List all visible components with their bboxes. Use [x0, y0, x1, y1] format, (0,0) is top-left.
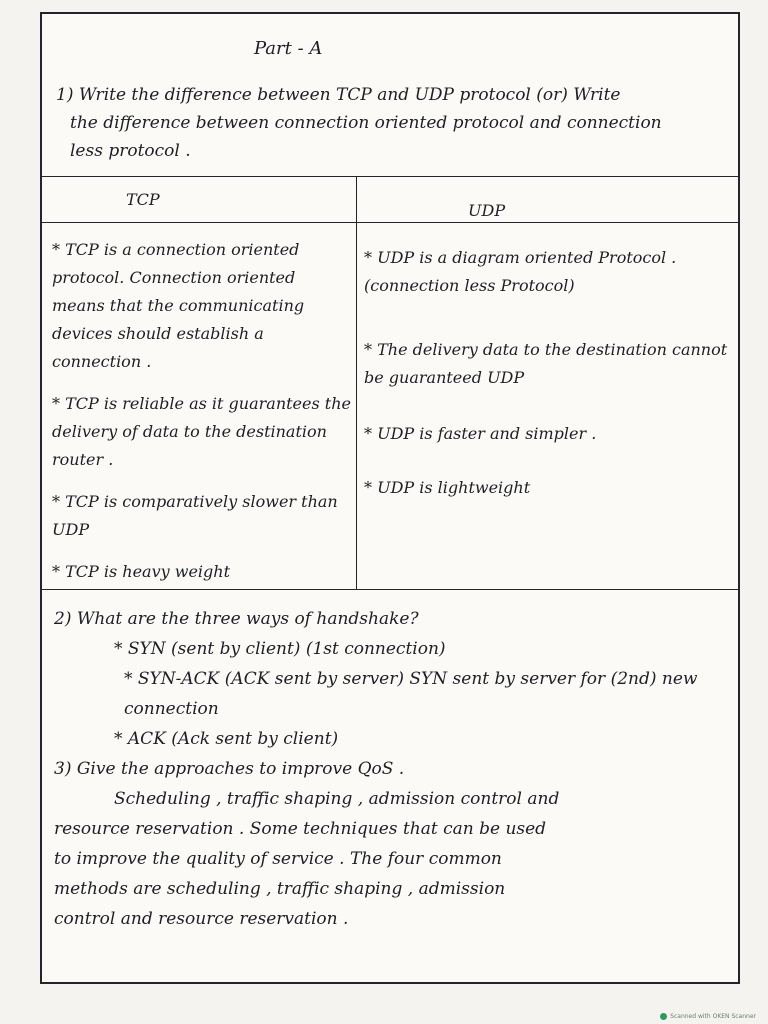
question-1-line: less protocol .	[70, 141, 191, 161]
scanner-watermark	[660, 1013, 756, 1020]
udp-point: * UDP is faster and simpler .	[364, 424, 597, 443]
question-1	[56, 82, 726, 166]
qos-answer-line: to improve the quality of service . The four common	[54, 849, 502, 869]
scanner-logo-icon	[660, 1013, 667, 1020]
udp-point: * UDP is a diagram oriented Protocol . (connection less Protocol)	[364, 248, 677, 295]
question-3-title: 3) Give the approaches to improve QoS .	[54, 759, 405, 779]
scanner-label: Scanned with OKEN Scanner	[670, 1013, 756, 1020]
udp-point: * UDP is lightweight	[364, 478, 531, 497]
udp-column	[364, 244, 734, 516]
udp-column-header: UDP	[468, 201, 506, 220]
tcp-point: * TCP is heavy weight	[52, 562, 230, 581]
qos-answer-line: Scheduling , traffic shaping , admission control and	[114, 789, 560, 809]
qos-answer-line: control and resource reservation .	[54, 909, 349, 929]
question-1-line: 1) Write the difference between TCP and UDP protocol (or) Write	[56, 85, 621, 105]
question-2-title: 2) What are the three ways of handshake?	[54, 609, 419, 629]
udp-point: * The delivery data to the destination cannot be guaranteed UDP	[364, 340, 728, 387]
tcp-point: * TCP is a connection oriented protocol. Connection oriented means that the communicating devices should establish a connection .	[52, 240, 305, 371]
handshake-step: * SYN-ACK (ACK sent by server) SYN sent by server for (2nd) new connection	[124, 669, 698, 719]
handshake-step: * ACK (Ack sent by client)	[114, 729, 339, 749]
table-header-rule	[42, 222, 738, 223]
table-column-divider	[356, 176, 357, 589]
tcp-point: * TCP is reliable as it guarantees the delivery of data to the destination router .	[52, 394, 351, 469]
table-top-rule	[42, 176, 738, 177]
part-title: Part - A	[254, 38, 323, 59]
qos-answer-line: resource reservation . Some techniques that can be used	[54, 819, 547, 839]
qos-answer-line: methods are scheduling , traffic shaping , admission	[54, 879, 506, 899]
tcp-column	[52, 236, 352, 600]
tcp-point: * TCP is comparatively slower than UDP	[52, 492, 338, 539]
handshake-step: * SYN (sent by client) (1st connection)	[114, 639, 446, 659]
question-1-line: the difference between connection oriented protocol and connection	[70, 113, 662, 133]
tcp-column-header: TCP	[126, 190, 160, 209]
questions-2-3	[54, 604, 730, 934]
exam-sheet	[40, 12, 740, 984]
